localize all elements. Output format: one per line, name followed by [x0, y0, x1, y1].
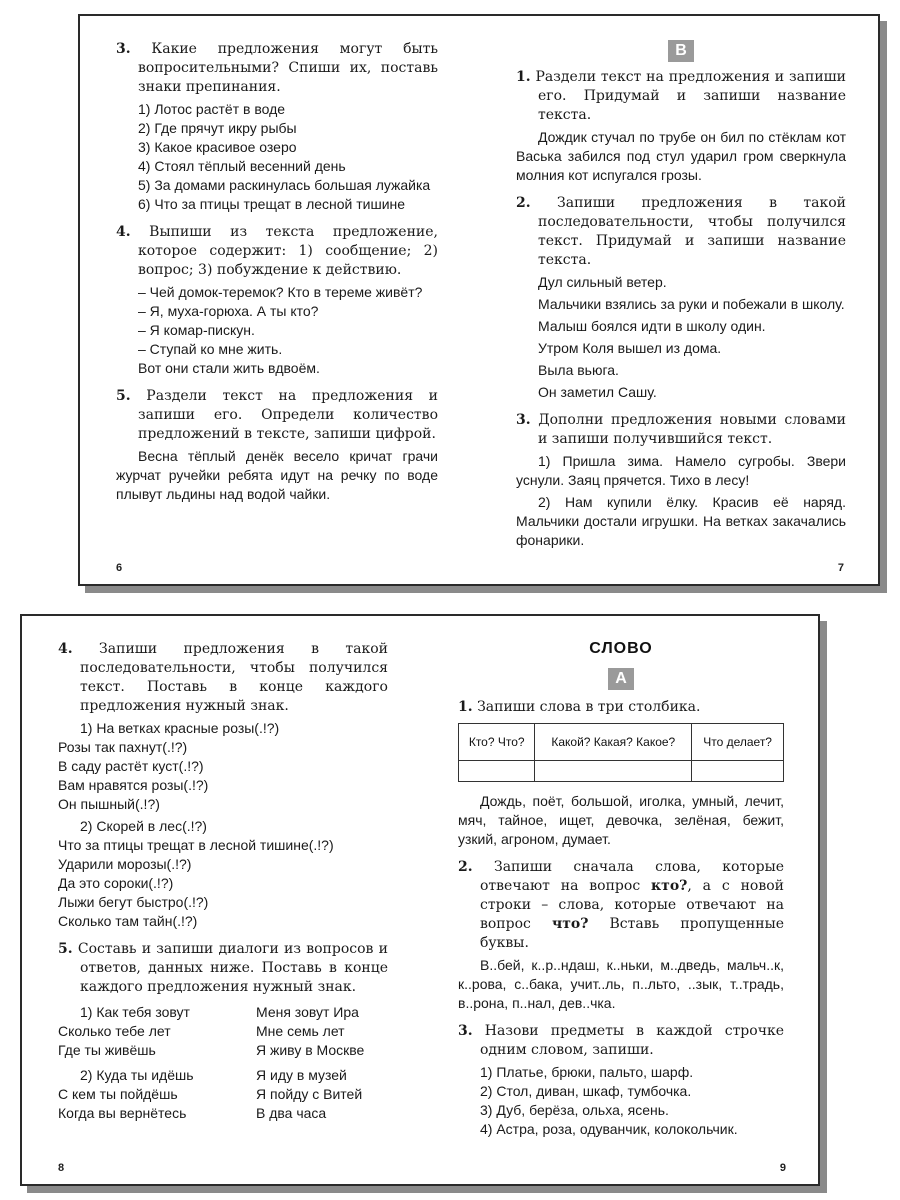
dialog-row — [58, 1041, 388, 1060]
page-7 — [480, 16, 880, 584]
task-1-paragraph: Дождь, поёт, большой, иголка, умный, лечит, мяч, тайное, ищет, девочка, зелёная, бежит, узкий, агроном, думает. — [458, 793, 784, 847]
list-item: 2) Где прячут икру рыбы — [138, 120, 297, 136]
task-4-group-1-rest — [58, 738, 388, 814]
level-badge: В — [668, 40, 694, 62]
page-number: 6 — [116, 562, 123, 574]
list-item: Он заметил Сашу. — [538, 384, 657, 400]
table-cell — [692, 761, 784, 782]
dialog-1-rest — [58, 1022, 388, 1060]
section-title: СЛОВО — [589, 640, 653, 657]
list-item: Да это сороки(.!?) — [58, 875, 174, 891]
task-1-paragraph: Дождик стучал по трубе он бил по стёклам кот Васька забился под стул ударил гром сверкнула молния кот испугался грозы. — [516, 129, 846, 183]
question: Когда вы вернётесь — [58, 1105, 187, 1121]
task-1-heading: 1. Раздели текст на предложения и запиши его. Придумай и запиши название текста. — [516, 69, 847, 123]
dialogue-line: Вот они стали жить вдвоём. — [138, 360, 320, 376]
list-item: В саду растёт куст(.!?) — [58, 758, 204, 774]
list-item: Малыш боялся идти в школу один. — [538, 318, 766, 334]
list-item: Выла вьюга. — [538, 362, 619, 378]
task-1 — [516, 68, 846, 185]
question: С кем ты пойдёшь — [58, 1086, 178, 1102]
task-5 — [116, 387, 438, 504]
dialogue-line: – Я комар-пискун. — [138, 322, 255, 338]
task-2 — [458, 858, 784, 1013]
question: 2) Куда ты идёшь — [80, 1067, 194, 1083]
page-6 — [80, 16, 480, 584]
task-3-paragraph-2: 2) Нам купили ёлку. Красив её наряд. Мальчики достали игрушки. На ветках закачались фонарики. — [516, 494, 846, 548]
table-header: Что делает? — [692, 724, 784, 761]
task-2 — [516, 194, 846, 402]
table-header: Кто? Что? — [459, 724, 535, 761]
table-cell — [459, 761, 535, 782]
answer: В два часа — [256, 1105, 327, 1121]
task-2-heading: 2. Запиши сначала слова, которые отвечают на вопрос кто?, а с новой строки – слова, которые отвечают на вопрос что? Вставь пропущенные буквы. — [458, 859, 785, 951]
dialogue-line: – Я, муха-горюха. А ты кто? — [138, 303, 319, 319]
page-number: 8 — [58, 1162, 65, 1174]
list-item: 5) За домами раскинулась большая лужайка — [138, 177, 431, 193]
task-5-paragraph: Весна тёплый денёк весело кричат грачи журчат ручейки ребята идут на речку по воде плывут льдины над водой чайки. — [116, 448, 438, 502]
table-header: Какой? Какая? Какое? — [535, 724, 692, 761]
task-3-items — [116, 100, 438, 214]
list-item: Что за птицы трещат в лесной тишине(.!?) — [58, 837, 334, 853]
question: 1) Как тебя зовут — [80, 1004, 190, 1020]
list-item: 1) Лотос растёт в воде — [138, 101, 286, 117]
list-item: Розы так пахнут(.!?) — [58, 739, 188, 755]
list-item: Утром Коля вышел из дома. — [538, 340, 722, 356]
list-item: Мальчики взялись за руки и побежали в школу. — [538, 296, 845, 312]
dialogue-line: – Чей домок-теремок? Кто в тереме живёт? — [138, 284, 423, 300]
answer: Мне семь лет — [256, 1023, 345, 1039]
page-number: 7 — [837, 562, 844, 574]
task-3-heading: 3. Назови предметы в каждой строчке одним словом, запиши. — [458, 1023, 784, 1058]
table-cell — [535, 761, 692, 782]
answer: Я иду в музей — [256, 1067, 347, 1083]
task-3 — [116, 40, 438, 214]
question: Сколько тебе лет — [58, 1023, 171, 1039]
task-5-heading: 5. Раздели текст на предложения и запиши его. Определи количество предложений в тексте, запиши цифрой. — [116, 388, 439, 442]
task-4-heading: 4. Запиши предложения в такой последовательности, чтобы получился текст. Поставь в конце каждого предложения нужный знак. — [58, 641, 389, 714]
list-item: Сколько там тайн(.!?) — [58, 913, 198, 929]
task-1 — [458, 698, 784, 849]
page-8 — [22, 616, 422, 1184]
list-item: 1) На ветках красные розы(.!?) — [80, 720, 280, 736]
list-item: Дул сильный ветер. — [538, 274, 667, 290]
dialogue-line: – Ступай ко мне жить. — [138, 341, 283, 357]
question: Где ты живёшь — [58, 1042, 156, 1058]
task-3-heading: 3. Дополни предложения новыми словами и запиши получившийся текст. — [516, 412, 847, 447]
list-item: 3) Дуб, берёза, ольха, ясень. — [480, 1102, 669, 1118]
task-4 — [116, 223, 438, 378]
task-4-group-2-rest — [58, 836, 388, 931]
top-spread — [78, 14, 880, 586]
dialog-row — [58, 1022, 388, 1041]
task-1-heading: 1. Запиши слова в три столбика. — [458, 699, 701, 715]
task-4-heading: 4. Выпиши из текста предложение, которое содержит: 1) сообщение; 2) вопрос; 3) побуждение к действию. — [116, 224, 438, 278]
dialog-row — [58, 1104, 388, 1123]
task-4-dialogue — [116, 283, 438, 378]
task-4-group-1 — [58, 719, 388, 738]
dialog-row — [80, 1066, 388, 1085]
list-item: 4) Астра, роза, одуванчик, колокольчик. — [480, 1121, 738, 1137]
list-item: Лыжи бегут быстро(.!?) — [58, 894, 209, 910]
task-4 — [58, 640, 388, 931]
task-3-items — [458, 1063, 784, 1139]
answer: Меня зовут Ира — [256, 1004, 359, 1020]
task-5-heading: 5. Составь и запиши диалоги из вопросов и ответов, данных ниже. Поставь в конце каждого предложения нужный знак. — [58, 941, 388, 995]
word-columns-table — [458, 723, 784, 782]
task-3-paragraph-1: 1) Пришла зима. Намело сугробы. Звери уснули. Заяц прячется. Тихо в лесу! — [516, 453, 846, 488]
list-item: Он пышный(.!?) — [58, 796, 160, 812]
task-3 — [516, 411, 846, 550]
task-4-group-2 — [58, 817, 388, 836]
answer: Я живу в Москве — [256, 1042, 365, 1058]
answer: Я пойду с Витей — [256, 1086, 363, 1102]
list-item: 2) Скорей в лес(.!?) — [80, 818, 207, 834]
page-9 — [422, 616, 822, 1184]
dialog-row — [80, 1003, 388, 1022]
list-item: Ударили морозы(.!?) — [58, 856, 192, 872]
list-item: Вам нравятся розы(.!?) — [58, 777, 209, 793]
list-item: 4) Стоял тёплый весенний день — [138, 158, 346, 174]
list-item: 1) Платье, брюки, пальто, шарф. — [480, 1064, 694, 1080]
dialog-2-rest — [58, 1085, 388, 1123]
task-5 — [58, 940, 388, 1123]
page-number: 9 — [779, 1162, 786, 1174]
dialog-row — [58, 1085, 388, 1104]
task-2-heading: 2. Запиши предложения в такой последовательности, чтобы получился текст. Придумай и запиши название текста. — [516, 195, 847, 268]
task-2-sentences — [516, 273, 846, 402]
task-2-paragraph: В..бей, к..р..ндаш, к..ньки, м..дведь, мальч..к, к..рова, с..бака, учит..ль, п..льто, ..зык, т..традь, в..рона, п..нал, дев..чка. — [458, 957, 784, 1011]
dialog-1 — [58, 1003, 388, 1022]
list-item: 2) Стол, диван, шкаф, тумбочка. — [480, 1083, 692, 1099]
dialog-2 — [58, 1066, 388, 1085]
bottom-spread — [20, 614, 820, 1186]
level-badge: А — [608, 668, 634, 690]
list-item: 3) Какое красивое озеро — [138, 139, 297, 155]
task-3 — [458, 1022, 784, 1139]
list-item: 6) Что за птицы трещат в лесной тишине — [138, 196, 406, 212]
task-3-heading: 3. Какие предложения могут быть вопросительными? Спиши их, поставь знаки препинания. — [116, 41, 439, 95]
